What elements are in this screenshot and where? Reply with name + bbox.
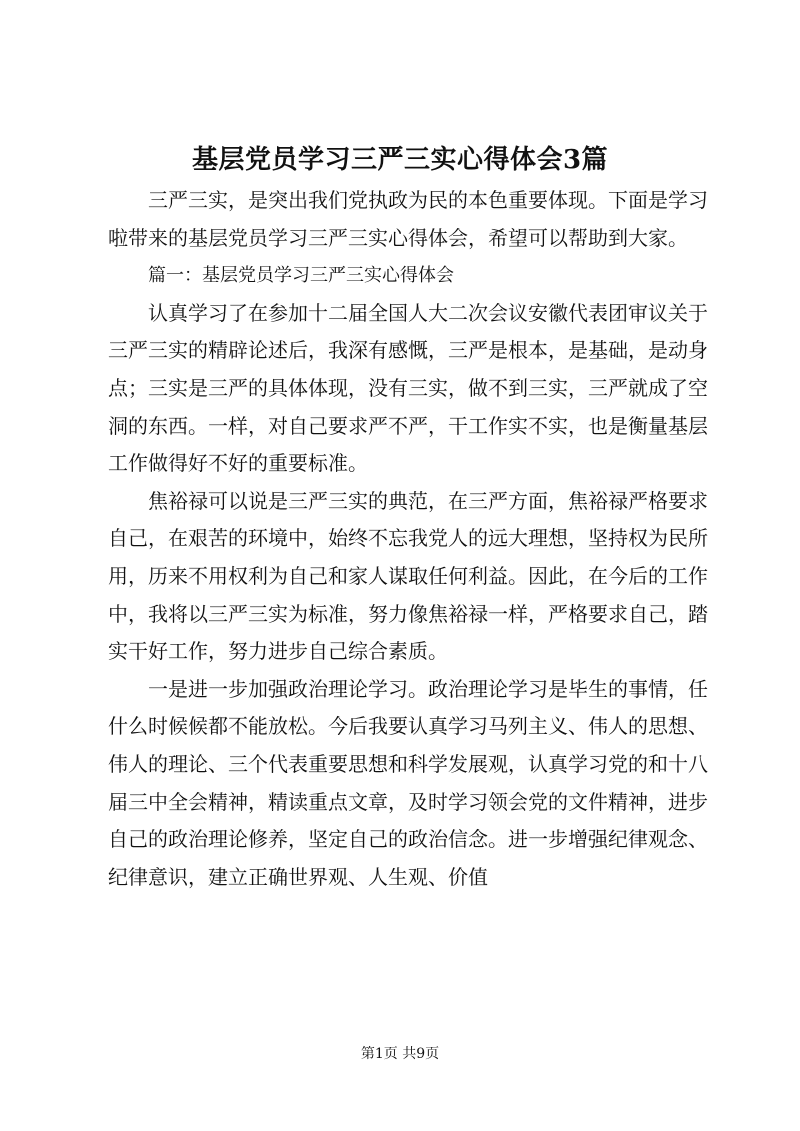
section-heading: 篇一：基层党员学习三严三实心得体会 [148, 265, 454, 287]
body-paragraph: 一是进一步加强政治理论学习。政治理论学习是毕生的事情，任什么时候候都不能放松。今后我要认真学习马列主义、伟人的思想、伟人的理论、三个代表重要思想和科学发展观，认真学习党的和十八届三中全会精神，精读重点文章，及时学习领会党的文件精神，进步自己的政治理论修养，坚定自己的政治信念。进一步增强纪律观念、纪律意识，建立正确世界观、人生观、价值 [108, 676, 708, 889]
intro-paragraph: 三严三实，是突出我们党执政为民的本色重要体现。下面是学习啦带来的基层党员学习三严三实心得体会，希望可以帮助到大家。 [108, 188, 708, 250]
body-paragraph: 焦裕禄可以说是三严三实的典范，在三严方面，焦裕禄严格要求自己，在艰苦的环境中，始终不忘我党人的远大理想，坚持权为民所用，历来不用权利为自己和家人谋取任何利益。因此，在今后的工作中，我将以三严三实为标准，努力像焦裕禄一样，严格要求自己，踏实干好工作，努力进步自己综合素质。 [108, 488, 708, 664]
body-paragraph: 认真学习了在参加十二届全国人大二次会议安徽代表团审议关于三严三实的精辟论述后，我深有感慨，三严是根本，是基础，是动身点；三实是三严的具体体现，没有三实，做不到三实，三严就成了空洞的东西。一样，对自己要求严不严，干工作实不实，也是衡量基层工作做得好不好的重要标准。 [108, 300, 708, 476]
page-title: 基层党员学习三严三实心得体会3篇 [191, 145, 609, 175]
page-number-footer: 第1页 共9页 [360, 1046, 440, 1062]
document-body [108, 182, 708, 896]
